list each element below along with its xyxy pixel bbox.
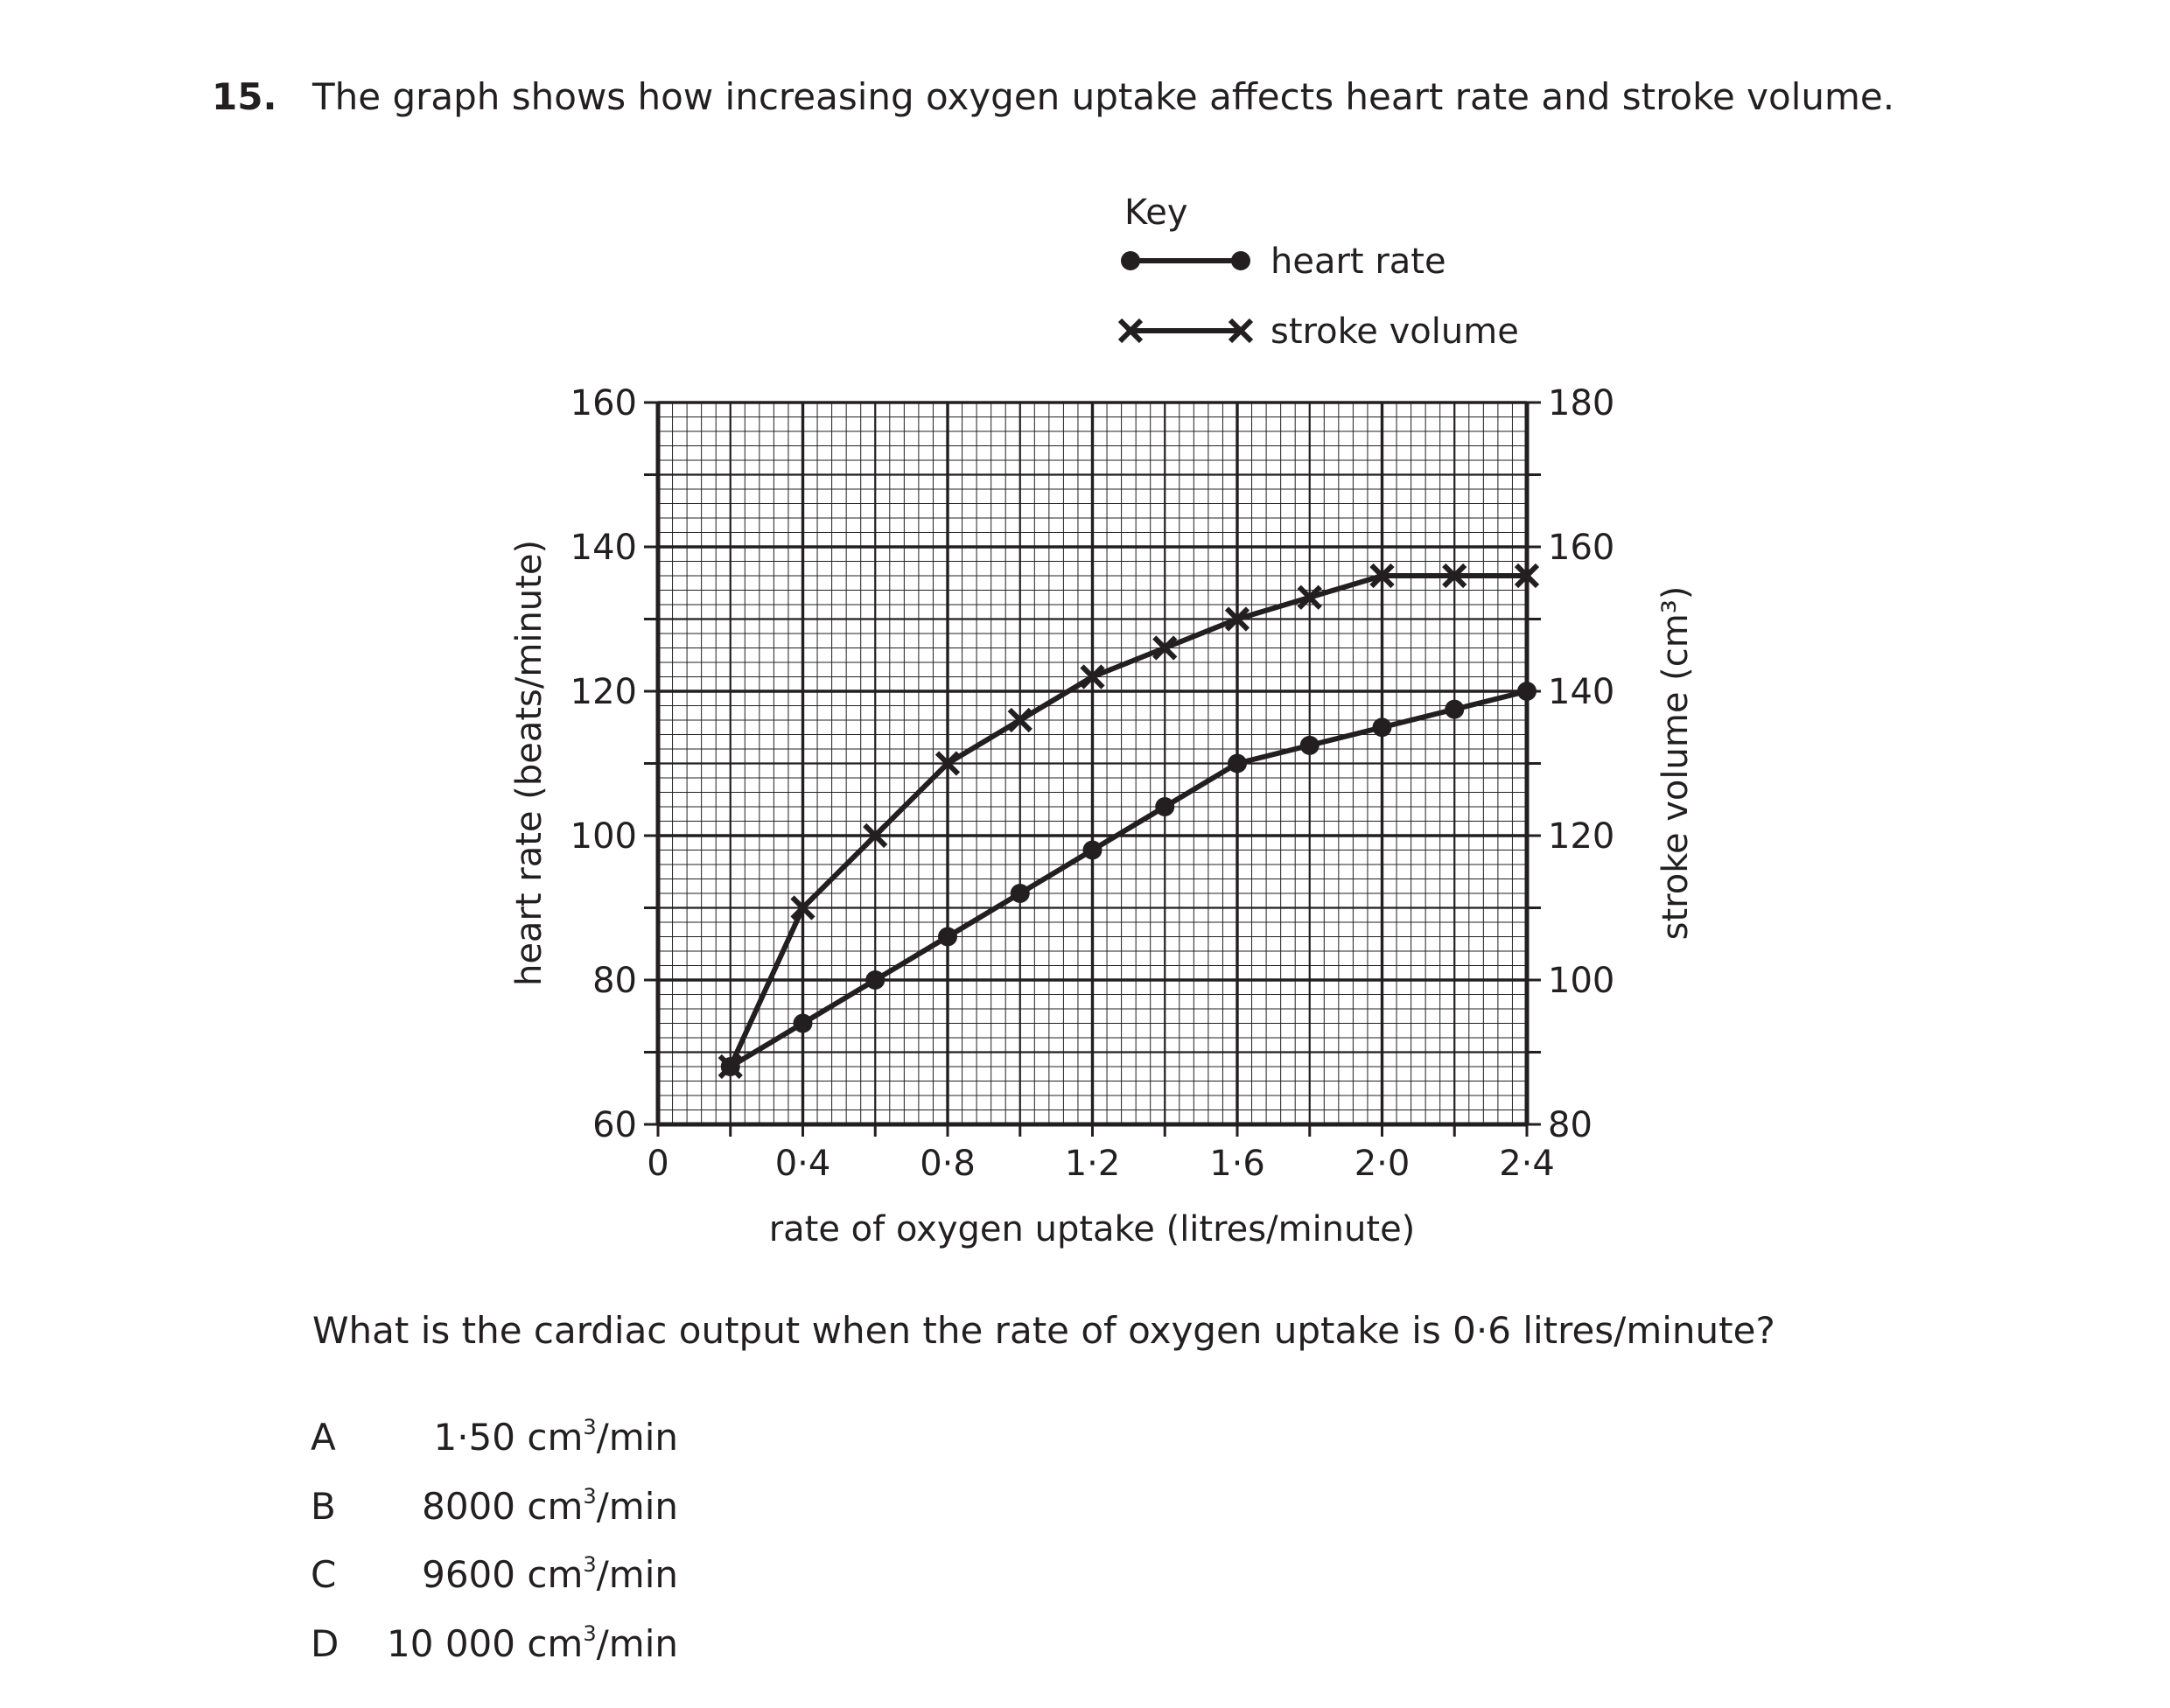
heart-rate-point	[1083, 841, 1102, 860]
heart-rate-point	[1155, 797, 1174, 816]
heart-rate-point	[1373, 718, 1392, 737]
option-unit: /min	[596, 1553, 678, 1596]
option-b-letter: B	[311, 1485, 336, 1528]
y-left-tick-label: 60	[592, 1105, 637, 1145]
chart-grid	[658, 402, 1527, 1124]
option-d-value	[376, 1622, 678, 1665]
y-left-tick-label: 100	[570, 816, 637, 857]
option-amount: 1·50 cm	[433, 1416, 584, 1459]
heart-rate-point	[1445, 700, 1464, 719]
option-superscript: 3	[583, 1484, 597, 1508]
y-right-tick-label: 180	[1548, 383, 1615, 424]
x-tick-label: 2·4	[1499, 1144, 1555, 1184]
legend-heart-rate-label: heart rate	[1270, 242, 1446, 282]
legend-stroke-volume-label: stroke volume	[1270, 312, 1519, 352]
y-right-tick-label: 160	[1548, 528, 1615, 568]
option-superscript: 3	[583, 1415, 597, 1439]
y-right-tick-label: 120	[1548, 816, 1615, 857]
question-prompt: What is the cardiac output when the rate of oxygen uptake is 0·6 litres/minute?	[312, 1309, 1775, 1352]
x-axis-title: rate of oxygen uptake (litres/minute)	[768, 1209, 1416, 1250]
question-stem: The graph shows how increasing oxygen uptake affects heart rate and stroke volume.	[312, 75, 1895, 118]
y-left-tick-label: 140	[570, 528, 637, 568]
option-unit: /min	[596, 1416, 678, 1459]
heart-rate-point	[1011, 884, 1030, 903]
option-a-value	[376, 1416, 678, 1459]
y-right-tick-label: 140	[1548, 672, 1615, 712]
legend-heart-rate-marker	[1121, 251, 1140, 270]
x-tick-label: 1·2	[1064, 1144, 1121, 1184]
chart-legend	[1120, 192, 1519, 352]
x-tick-label: 0	[647, 1144, 669, 1184]
y-right-tick-label: 80	[1548, 1105, 1592, 1145]
x-tick-label: 0·8	[920, 1144, 976, 1184]
heart-rate-point	[1300, 736, 1320, 755]
y-left-axis-title: heart rate (beats/minute)	[509, 539, 550, 987]
heart-rate-point	[794, 1014, 813, 1033]
heart-rate-point	[938, 928, 957, 947]
y-left-tick-label: 160	[570, 383, 637, 424]
heart-rate-point	[1517, 682, 1536, 701]
x-tick-label: 2·0	[1354, 1144, 1410, 1184]
legend-title: Key	[1124, 192, 1188, 233]
y-left-tick-label: 120	[570, 672, 637, 712]
option-unit: /min	[596, 1485, 678, 1528]
heart-rate-point	[865, 970, 885, 990]
option-a-letter: A	[311, 1416, 336, 1459]
x-tick-label: 1·6	[1209, 1144, 1265, 1184]
option-amount: 9600 cm	[422, 1553, 584, 1596]
option-amount: 8000 cm	[422, 1485, 584, 1528]
option-unit: /min	[596, 1622, 678, 1665]
option-c-letter: C	[311, 1553, 337, 1596]
y-left-tick-label: 80	[592, 961, 637, 1001]
option-amount: 10 000 cm	[387, 1622, 584, 1665]
option-b-value	[376, 1485, 678, 1528]
option-superscript: 3	[583, 1552, 597, 1577]
y-right-axis-title: stroke volume (cm³)	[1656, 585, 1696, 941]
heart-rate-point	[1228, 754, 1247, 774]
legend-heart-rate-marker	[1231, 251, 1250, 270]
y-right-tick-label: 100	[1548, 961, 1615, 1001]
question-number: 15.	[212, 75, 277, 118]
x-tick-label: 0·4	[774, 1144, 831, 1184]
option-d-letter: D	[311, 1622, 340, 1665]
option-superscript: 3	[583, 1621, 597, 1646]
option-c-value	[376, 1553, 678, 1596]
